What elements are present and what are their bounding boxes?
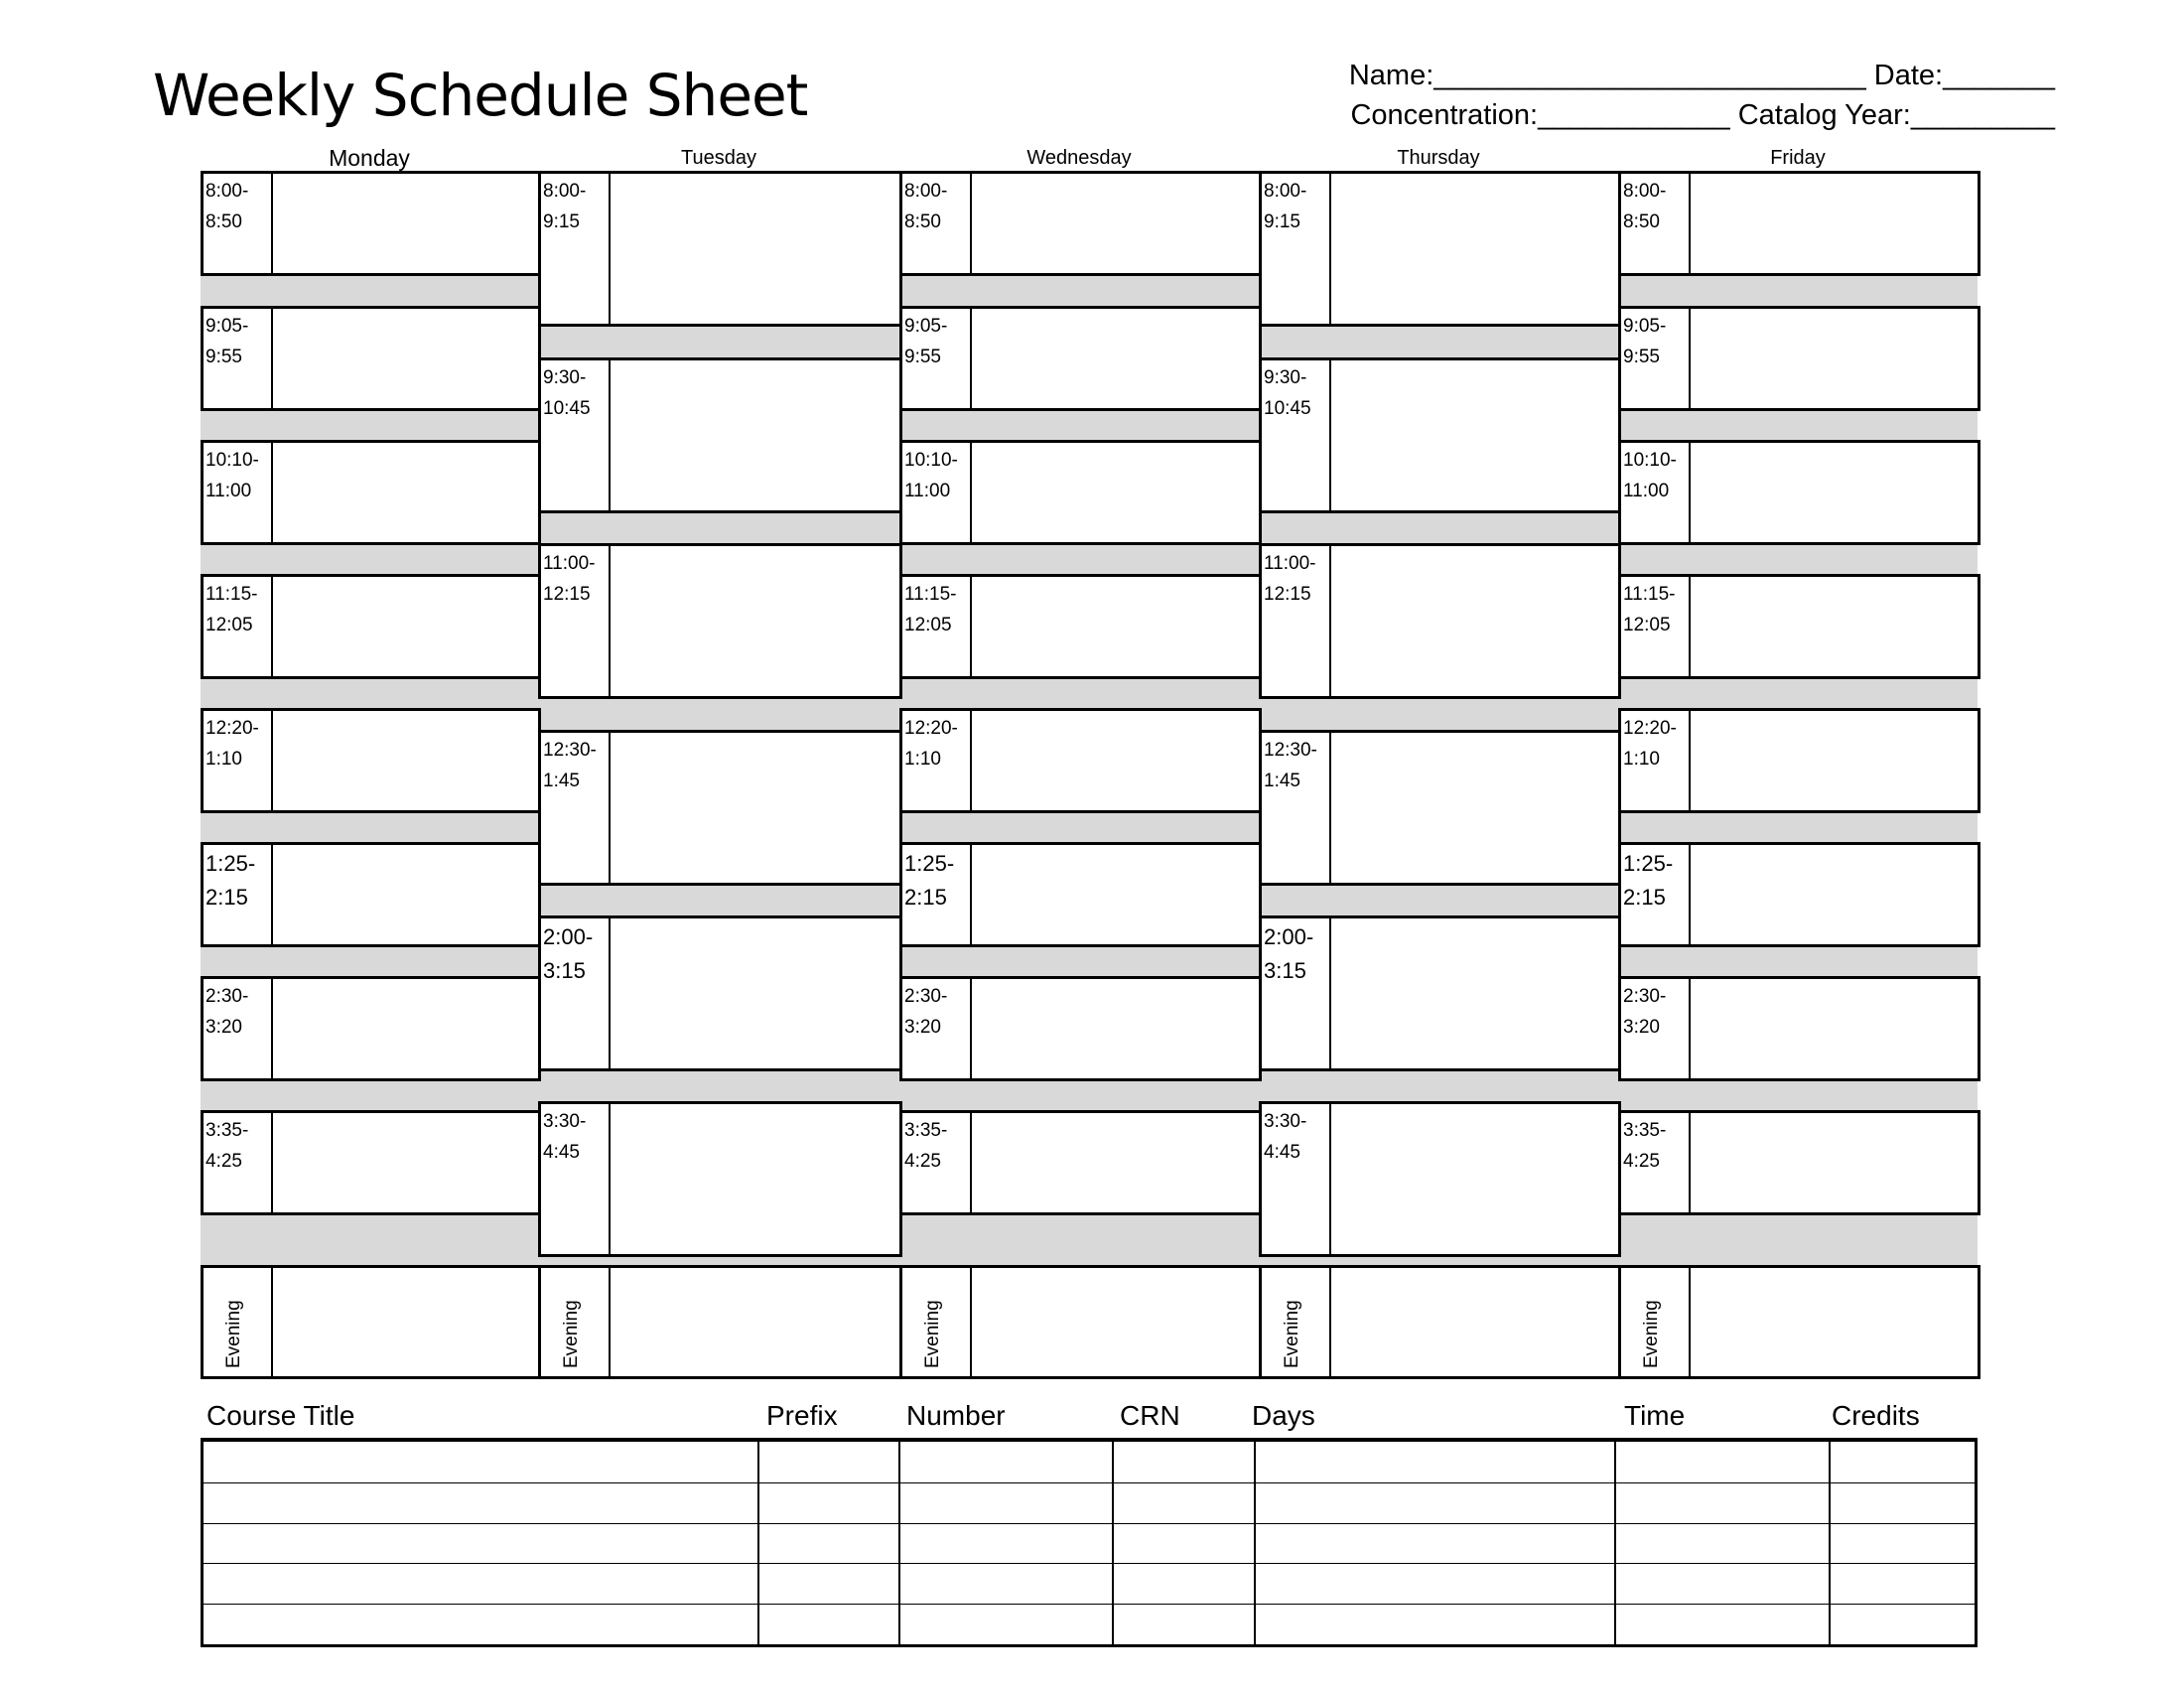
time-slot-wednesday[interactable] (899, 574, 1262, 679)
evening-slot-tuesday[interactable] (538, 1265, 902, 1379)
break-band (1259, 513, 1618, 543)
break-band (1618, 813, 1978, 842)
time-slot-friday[interactable] (1618, 708, 1980, 813)
day-label-wednesday: Wednesday (1026, 147, 1132, 169)
break-band (899, 947, 1259, 976)
break-band (201, 947, 538, 976)
time-slot-wednesday[interactable] (899, 440, 1262, 545)
time-range-label: 2:00- 3:15 (1262, 918, 1331, 1068)
time-slot-thursday[interactable] (1259, 171, 1621, 327)
time-slot-thursday[interactable] (1259, 730, 1621, 886)
evening-label-cell (1262, 1268, 1331, 1376)
break-band (899, 1215, 1259, 1265)
time-range-label: 8:00- 8:50 (1621, 174, 1691, 273)
evening-slot-monday[interactable] (201, 1265, 541, 1379)
name-date-line: Name:___________________________ Date:_______ (1348, 60, 2055, 91)
break-band (1618, 679, 1978, 708)
break-band (538, 1257, 899, 1265)
table-column-divider (1614, 1442, 1616, 1644)
break-band (899, 411, 1259, 440)
time-range-label: 2:30- 3:20 (204, 979, 273, 1078)
time-slot-wednesday[interactable] (899, 1110, 1262, 1215)
time-slot-thursday[interactable] (1259, 357, 1621, 513)
time-slot-monday[interactable] (201, 708, 541, 813)
evening-slot-wednesday[interactable] (899, 1265, 1262, 1379)
col-header-crn: CRN (1120, 1400, 1180, 1431)
break-band (538, 327, 899, 357)
col-header-course-title: Course Title (206, 1400, 355, 1431)
time-slot-friday[interactable] (1618, 171, 1980, 276)
evening-slot-friday[interactable] (1618, 1265, 1980, 1379)
evening-label-cell (1621, 1268, 1691, 1376)
break-band (1259, 1071, 1618, 1101)
break-band (538, 886, 899, 915)
time-slot-tuesday[interactable] (538, 171, 902, 327)
evening-label: Evening (922, 1300, 943, 1368)
time-slot-friday[interactable] (1618, 1110, 1980, 1215)
time-slot-thursday[interactable] (1259, 1101, 1621, 1257)
evening-label-cell (902, 1268, 972, 1376)
time-slot-wednesday[interactable] (899, 306, 1262, 411)
table-column-divider (757, 1442, 759, 1644)
day-label-friday: Friday (1770, 147, 1826, 169)
evening-label: Evening (1282, 1300, 1302, 1368)
table-column-divider (898, 1442, 900, 1644)
table-column-divider (1829, 1442, 1831, 1644)
break-band (1618, 947, 1978, 976)
time-range-label: 2:00- 3:15 (541, 918, 611, 1068)
break-band (538, 1071, 899, 1101)
time-range-label: 9:30- 10:45 (541, 360, 611, 510)
time-range-label: 12:30- 1:45 (1262, 733, 1331, 883)
time-range-label: 8:00- 9:15 (1262, 174, 1331, 324)
evening-label: Evening (1641, 1300, 1662, 1368)
time-range-label: 2:30- 3:20 (902, 979, 972, 1078)
time-slot-wednesday[interactable] (899, 976, 1262, 1081)
time-slot-friday[interactable] (1618, 440, 1980, 545)
time-range-label: 3:30- 4:45 (541, 1104, 611, 1254)
evening-label: Evening (561, 1300, 582, 1368)
evening-slot-thursday[interactable] (1259, 1265, 1621, 1379)
time-range-label: 9:30- 10:45 (1262, 360, 1331, 510)
break-band (1618, 545, 1978, 574)
time-range-label: 12:20- 1:10 (204, 711, 273, 810)
time-slot-friday[interactable] (1618, 574, 1980, 679)
time-range-label: 3:35- 4:25 (1621, 1113, 1691, 1212)
time-slot-tuesday[interactable] (538, 915, 902, 1071)
time-slot-thursday[interactable] (1259, 915, 1621, 1071)
time-slot-monday[interactable] (201, 440, 541, 545)
break-band (1618, 276, 1978, 306)
col-header-prefix: Prefix (766, 1400, 838, 1431)
time-slot-tuesday[interactable] (538, 1101, 902, 1257)
time-slot-monday[interactable] (201, 574, 541, 679)
time-slot-wednesday[interactable] (899, 708, 1262, 813)
concentration-catalog-line: Concentration:____________ Catalog Year:_________ (1350, 99, 2055, 131)
time-range-label: 3:35- 4:25 (204, 1113, 273, 1212)
break-band (1259, 327, 1618, 357)
time-range-label: 1:25- 2:15 (902, 845, 972, 944)
time-slot-monday[interactable] (201, 976, 541, 1081)
break-band (201, 276, 538, 306)
time-range-label: 2:30- 3:20 (1621, 979, 1691, 1078)
col-header-time: Time (1624, 1400, 1686, 1431)
break-band (1259, 886, 1618, 915)
time-range-label: 9:05- 9:55 (902, 309, 972, 408)
evening-label-cell (541, 1268, 611, 1376)
day-label-tuesday: Tuesday (681, 147, 756, 169)
break-band (1618, 1215, 1978, 1265)
time-range-label: 12:20- 1:10 (1621, 711, 1691, 810)
break-band (201, 679, 538, 708)
col-header-days: Days (1252, 1400, 1315, 1431)
time-range-label: 8:00- 8:50 (902, 174, 972, 273)
time-range-label: 1:25- 2:15 (1621, 845, 1691, 944)
table-row[interactable] (204, 1604, 1975, 1605)
table-column-divider (1112, 1442, 1114, 1644)
time-slot-thursday[interactable] (1259, 543, 1621, 699)
break-band (1259, 1257, 1618, 1265)
time-range-label: 12:20- 1:10 (902, 711, 972, 810)
time-range-label: 8:00- 8:50 (204, 174, 273, 273)
page-title: Weekly Schedule Sheet (153, 62, 808, 129)
table-row[interactable] (204, 1523, 1975, 1524)
time-range-label: 10:10- 11:00 (204, 443, 273, 542)
break-band (899, 813, 1259, 842)
time-slot-friday[interactable] (1618, 976, 1980, 1081)
evening-label-cell (204, 1268, 273, 1376)
time-slot-friday[interactable] (1618, 842, 1980, 947)
break-band (201, 411, 538, 440)
evening-label: Evening (223, 1300, 244, 1368)
break-band (201, 1215, 538, 1265)
day-label-thursday: Thursday (1397, 147, 1480, 169)
time-range-label: 12:30- 1:45 (541, 733, 611, 883)
col-header-credits: Credits (1832, 1400, 1920, 1431)
time-slot-tuesday[interactable] (538, 543, 902, 699)
break-band (201, 813, 538, 842)
break-band (899, 1081, 1259, 1110)
break-band (1618, 411, 1978, 440)
time-range-label: 11:15- 12:05 (204, 577, 273, 676)
course-table (201, 1438, 1978, 1647)
time-range-label: 3:30- 4:45 (1262, 1104, 1331, 1254)
time-slot-tuesday[interactable] (538, 730, 902, 886)
time-slot-monday[interactable] (201, 306, 541, 411)
break-band (538, 513, 899, 543)
break-band (201, 1081, 538, 1110)
time-range-label: 11:00- 12:15 (1262, 546, 1331, 696)
time-range-label: 11:15- 12:05 (1621, 577, 1691, 676)
col-header-number: Number (906, 1400, 1006, 1431)
time-slot-tuesday[interactable] (538, 357, 902, 513)
table-row[interactable] (204, 1563, 1975, 1564)
time-range-label: 3:35- 4:25 (902, 1113, 972, 1212)
time-range-label: 8:00- 9:15 (541, 174, 611, 324)
time-range-label: 11:15- 12:05 (902, 577, 972, 676)
time-range-label: 9:05- 9:55 (204, 309, 273, 408)
time-slot-wednesday[interactable] (899, 171, 1262, 276)
time-range-label: 10:10- 11:00 (902, 443, 972, 542)
time-slot-monday[interactable] (201, 842, 541, 947)
time-range-label: 11:00- 12:15 (541, 546, 611, 696)
break-band (899, 276, 1259, 306)
break-band (538, 699, 899, 730)
time-slot-monday[interactable] (201, 1110, 541, 1215)
break-band (1618, 1081, 1978, 1110)
table-row[interactable] (204, 1482, 1975, 1483)
break-band (201, 545, 538, 574)
time-range-label: 10:10- 11:00 (1621, 443, 1691, 542)
table-column-divider (1254, 1442, 1256, 1644)
break-band (899, 545, 1259, 574)
time-slot-wednesday[interactable] (899, 842, 1262, 947)
break-band (1259, 699, 1618, 730)
break-band (899, 679, 1259, 708)
time-range-label: 1:25- 2:15 (204, 845, 273, 944)
time-range-label: 9:05- 9:55 (1621, 309, 1691, 408)
day-label-monday: Monday (329, 145, 410, 171)
time-slot-monday[interactable] (201, 171, 541, 276)
time-slot-friday[interactable] (1618, 306, 1980, 411)
